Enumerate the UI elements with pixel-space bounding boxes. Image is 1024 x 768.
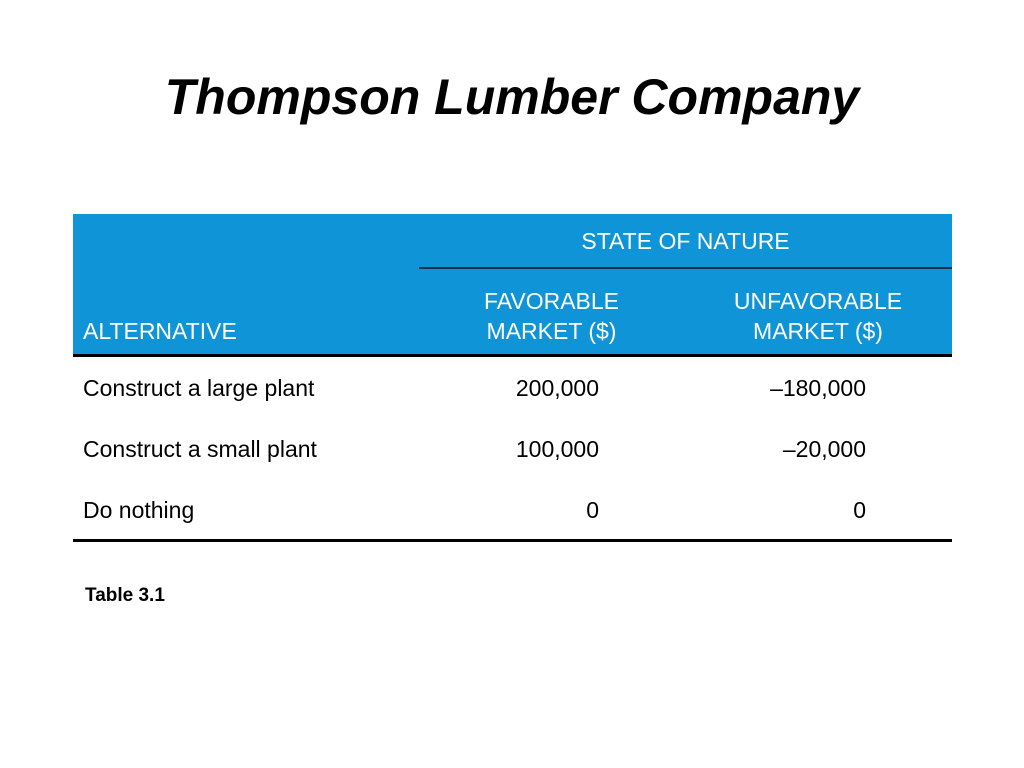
favorable-header-line-2: MARKET ($) xyxy=(486,318,617,344)
alternative-cell: Construct a small plant xyxy=(83,436,317,462)
alternative-cell: Do nothing xyxy=(83,497,195,523)
favorable-value-cell: 200,000 xyxy=(515,375,599,401)
table-row xyxy=(73,373,952,413)
favorable-header-line-1: FAVORABLE xyxy=(483,288,620,314)
alternative-column-header: ALTERNATIVE xyxy=(83,318,237,344)
favorable-value-cell: 100,000 xyxy=(515,436,599,462)
table-bottom-rule xyxy=(73,539,952,542)
unfavorable-value-cell: –180,000 xyxy=(770,375,866,401)
payoff-table xyxy=(73,214,952,542)
favorable-value-cell: 0 xyxy=(586,497,599,523)
unfavorable-value-cell: –20,000 xyxy=(782,436,866,462)
slide-title: Thompson Lumber Company xyxy=(164,69,860,125)
table-header xyxy=(73,214,952,354)
unfavorable-market-column-header xyxy=(684,286,952,346)
unfavorable-header-line-1: UNFAVORABLE xyxy=(733,288,903,314)
state-of-nature-header: STATE OF NATURE xyxy=(581,228,790,254)
unfavorable-value-cell: 0 xyxy=(853,497,866,523)
favorable-market-column-header xyxy=(419,286,684,346)
table-body xyxy=(73,357,952,539)
table-row xyxy=(73,434,952,474)
unfavorable-header-line-2: MARKET ($) xyxy=(753,318,883,344)
state-of-nature-divider xyxy=(419,267,952,269)
table-caption: Table 3.1 xyxy=(85,585,165,606)
alternative-cell: Construct a large plant xyxy=(83,375,315,401)
table-row xyxy=(73,495,952,535)
